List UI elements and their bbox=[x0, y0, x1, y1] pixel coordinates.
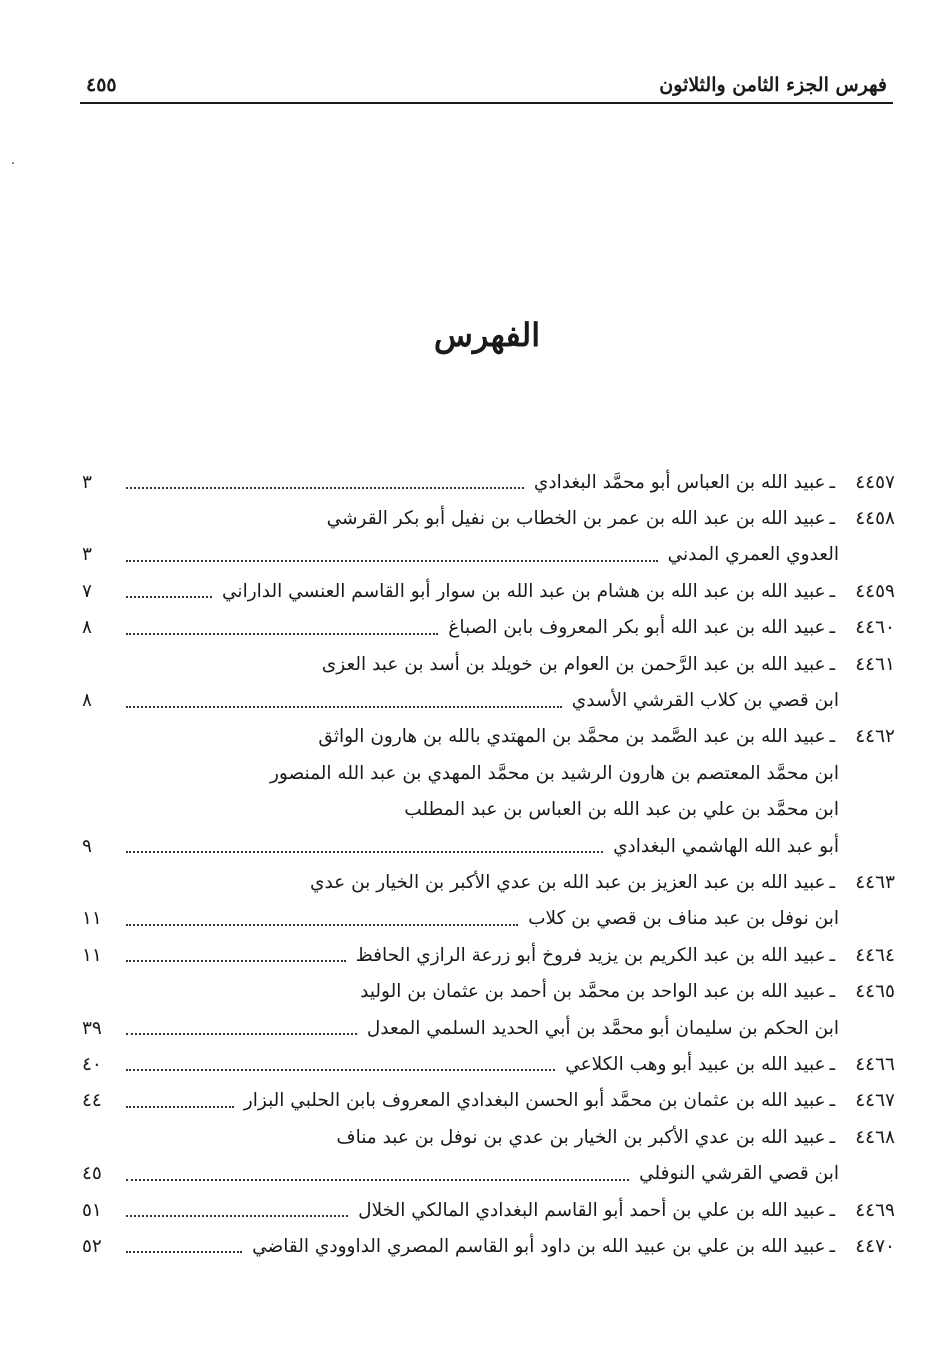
dot-leader bbox=[126, 924, 518, 926]
entry-page-number: ٣ bbox=[82, 544, 92, 566]
entry-page-number: ١١ bbox=[82, 908, 102, 930]
index-entry bbox=[82, 1083, 895, 1119]
index-entry bbox=[82, 610, 895, 646]
entry-text: عبيد الله بن عبد الله أبو بكر المعروف بابن الصباغ bbox=[448, 617, 826, 639]
entry-text: عبيد الله بن عبد الرَّحمن بن العوام بن خويلد بن أسد بن عبد العزى bbox=[321, 653, 826, 675]
entry-number: ٤٤٥٩ bbox=[855, 580, 895, 602]
index-entry bbox=[82, 1046, 895, 1082]
index-entry bbox=[82, 1228, 895, 1264]
entry-text: عبيد الله بن عبد الكريم بن يزيد فروخ أبو زرعة الرازي الحافظ bbox=[355, 944, 826, 966]
dot-leader bbox=[126, 1106, 234, 1108]
entry-page-number: ٧ bbox=[82, 580, 92, 602]
dot-leader bbox=[126, 706, 562, 708]
index-entry bbox=[82, 682, 895, 718]
entry-page-number: ٤٤ bbox=[82, 1090, 102, 1112]
dot-leader bbox=[126, 1033, 357, 1035]
index-entry bbox=[82, 792, 895, 828]
entry-separator: ـ bbox=[829, 653, 835, 675]
entry-separator: ـ bbox=[829, 617, 835, 639]
entry-page-number: ٣٩ bbox=[82, 1017, 102, 1039]
index-entry bbox=[82, 755, 895, 791]
dot-leader bbox=[126, 1215, 348, 1217]
entry-text: العدوي العمري المدني bbox=[667, 544, 839, 566]
entry-text: عبيد الله بن عدي الأكبر بن الخيار بن عدي بن نوفل بن عبد مناف bbox=[336, 1126, 826, 1148]
entry-separator: ـ bbox=[829, 1199, 835, 1221]
dot-leader bbox=[126, 596, 212, 598]
index-entry bbox=[82, 646, 895, 682]
dot-leader bbox=[126, 1179, 629, 1181]
entry-page-number: ٩ bbox=[82, 835, 92, 857]
entry-text: عبيد الله بن عبد الواحد بن محمَّد بن أحمد بن عثمان بن الوليد bbox=[360, 981, 826, 1003]
scan-mark bbox=[12, 162, 14, 164]
entry-page-number: ١١ bbox=[82, 944, 102, 966]
index-list bbox=[82, 464, 895, 1265]
entry-page-number: ٨ bbox=[82, 617, 92, 639]
entry-text: عبيد الله بن العباس أبو محمَّد البغدادي bbox=[533, 471, 826, 493]
entry-number: ٤٤٦٠ bbox=[855, 617, 895, 639]
entry-separator: ـ bbox=[829, 871, 835, 893]
index-entry bbox=[82, 937, 895, 973]
index-title: الفهرس bbox=[433, 316, 541, 354]
dot-leader bbox=[126, 1069, 555, 1071]
index-entry bbox=[82, 1010, 895, 1046]
index-entry bbox=[82, 864, 895, 900]
index-entry bbox=[82, 973, 895, 1009]
entry-text: عبيد الله بن عبد الله بن عمر بن الخطاب بن نفيل أبو بكر القرشي bbox=[326, 508, 826, 530]
entry-page-number: ٤٠ bbox=[82, 1053, 102, 1075]
entry-number: ٤٤٥٨ bbox=[855, 508, 895, 530]
entry-separator: ـ bbox=[829, 1090, 835, 1112]
entry-number: ٤٤٦٩ bbox=[855, 1199, 895, 1221]
entry-separator: ـ bbox=[829, 580, 835, 602]
entry-text: ابن نوفل بن عبد مناف بن قصي بن كلاب bbox=[528, 908, 839, 930]
index-entry bbox=[82, 719, 895, 755]
entry-page-number: ٨ bbox=[82, 690, 92, 712]
entry-separator: ـ bbox=[829, 1053, 835, 1075]
entry-number: ٤٤٦٨ bbox=[855, 1126, 895, 1148]
dot-leader bbox=[126, 1251, 242, 1253]
entry-text: ابن الحكم بن سليمان أبو محمَّد بن أبي الحديد السلمي المعدل bbox=[366, 1017, 839, 1039]
entry-separator: ـ bbox=[829, 471, 835, 493]
entry-text: عبيد الله بن علي بن أحمد أبو القاسم البغدادي المالكي الخلال bbox=[358, 1199, 826, 1221]
header-title: فهرس الجزء الثامن والثلاثون bbox=[659, 74, 887, 96]
entry-separator: ـ bbox=[829, 981, 835, 1003]
entry-number: ٤٤٦٢ bbox=[855, 726, 895, 748]
entry-page-number: ٥٢ bbox=[82, 1235, 102, 1257]
entry-text: عبيد الله بن عبد الله بن هشام بن عبد الله بن سوار أبو القاسم العنسي الداراني bbox=[222, 580, 826, 602]
index-entry bbox=[82, 537, 895, 573]
entry-separator: ـ bbox=[829, 944, 835, 966]
entry-text: ابن قصي القرشي النوفلي bbox=[639, 1163, 839, 1185]
entry-separator: ـ bbox=[829, 1126, 835, 1148]
dot-leader bbox=[126, 960, 346, 962]
entry-text: عبيد الله بن علي بن عبيد الله بن داود أبو القاسم المصري الداوودي القاضي bbox=[252, 1235, 826, 1257]
entry-separator: ـ bbox=[829, 726, 835, 748]
entry-page-number: ٥١ bbox=[82, 1199, 102, 1221]
index-entry bbox=[82, 1155, 895, 1191]
entry-separator: ـ bbox=[829, 1235, 835, 1257]
entry-number: ٤٤٥٧ bbox=[855, 471, 895, 493]
page-number: ٤٥٥ bbox=[86, 74, 117, 96]
entry-number: ٤٤٦٤ bbox=[855, 944, 895, 966]
entry-number: ٤٤٦٣ bbox=[855, 871, 895, 893]
index-entry bbox=[82, 828, 895, 864]
entry-text: عبيد الله بن عبيد أبو وهب الكلاعي bbox=[565, 1053, 826, 1075]
entry-number: ٤٤٦٧ bbox=[855, 1090, 895, 1112]
index-entry bbox=[82, 464, 895, 500]
index-entry bbox=[82, 573, 895, 609]
running-header bbox=[80, 70, 893, 104]
dot-leader bbox=[126, 560, 658, 562]
dot-leader bbox=[126, 487, 524, 489]
index-entry bbox=[82, 500, 895, 536]
entry-text: ابن قصي بن كلاب القرشي الأسدي bbox=[571, 690, 839, 712]
entry-page-number: ٣ bbox=[82, 471, 92, 493]
entry-text: ابن محمَّد بن علي بن عبد الله بن العباس بن عبد المطلب bbox=[404, 799, 839, 821]
entry-text: عبيد الله بن عبد الصَّمد بن محمَّد بن المهتدي بالله بن هارون الواثق bbox=[318, 726, 826, 748]
entry-text: عبيد الله بن عثمان بن محمَّد أبو الحسن البغدادي المعروف بابن الحلبي البزار bbox=[243, 1090, 826, 1112]
index-entry bbox=[82, 1192, 895, 1228]
entry-number: ٤٤٧٠ bbox=[855, 1235, 895, 1257]
entry-text: عبيد الله بن عبد العزيز بن عبد الله بن عدي الأكبر بن الخيار بن عدي bbox=[309, 871, 826, 893]
dot-leader bbox=[126, 633, 438, 635]
entry-number: ٤٤٦١ bbox=[855, 653, 895, 675]
entry-page-number: ٤٥ bbox=[82, 1163, 102, 1185]
entry-number: ٤٤٦٦ bbox=[855, 1053, 895, 1075]
entry-number: ٤٤٦٥ bbox=[855, 981, 895, 1003]
index-entry bbox=[82, 901, 895, 937]
index-entry bbox=[82, 1119, 895, 1155]
entry-text: أبو عبد الله الهاشمي البغدادي bbox=[613, 835, 839, 857]
dot-leader bbox=[126, 851, 603, 853]
entry-separator: ـ bbox=[829, 508, 835, 530]
entry-text: ابن محمَّد المعتصم بن هارون الرشيد بن محمَّد المهدي بن عبد الله المنصور bbox=[269, 762, 839, 784]
